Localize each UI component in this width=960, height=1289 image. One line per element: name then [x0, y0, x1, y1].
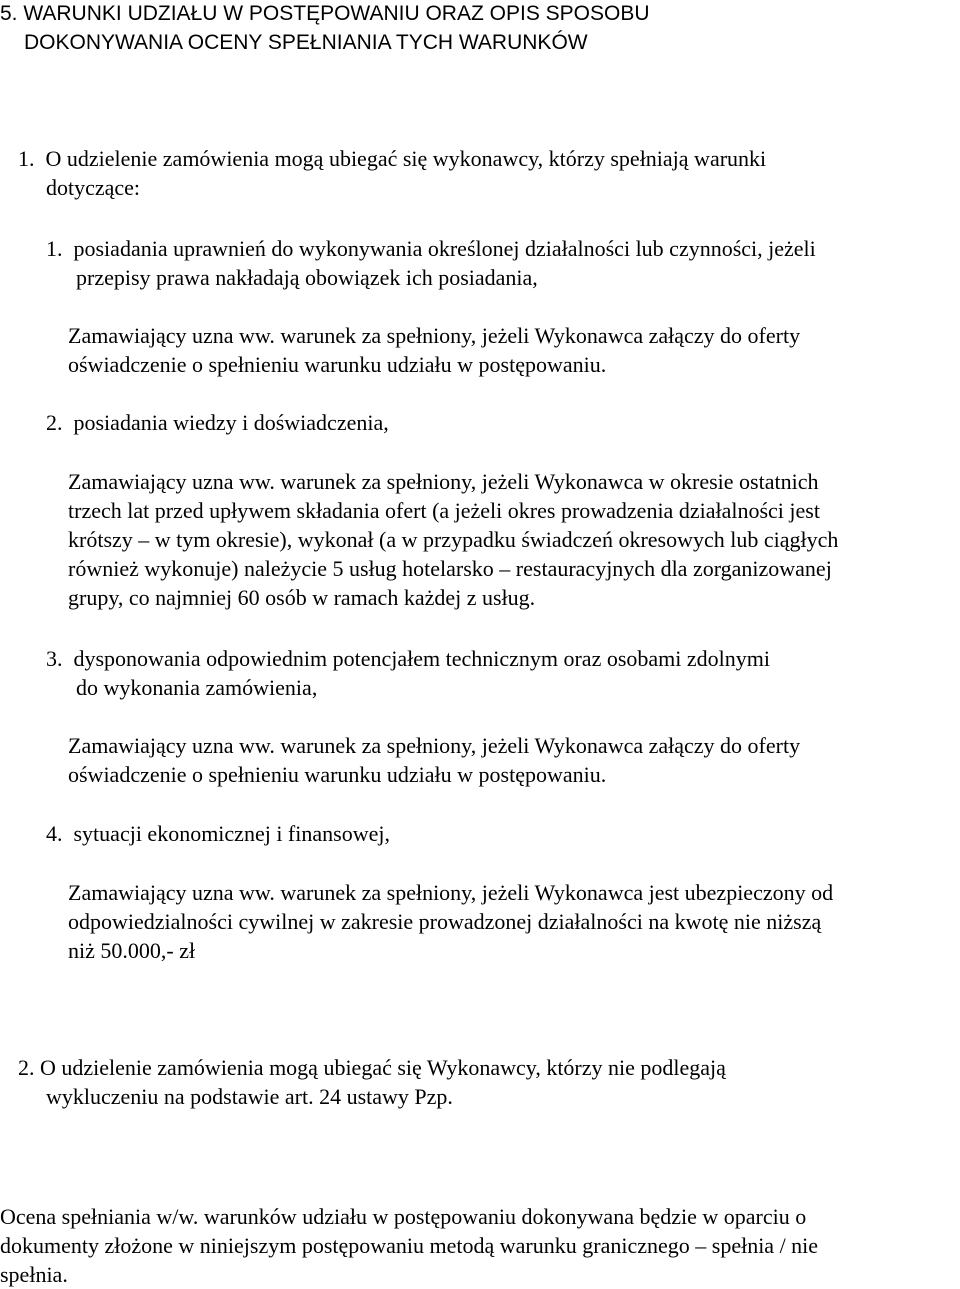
item-4-note-line-2: odpowiedzialności cywilnej w zakresie prowadzonej działalności na kwotę nie niższą	[68, 909, 822, 934]
item-4-note-line-3: niż 50.000,- zł	[68, 938, 196, 963]
item-3-note-line-2: oświadczenie o spełnieniu warunku udziału w postępowaniu.	[68, 762, 607, 787]
item-3-line-2: do wykonania zamówienia,	[76, 675, 318, 700]
item-2-note-line-5: grupy, co najmniej 60 osób w ramach każdej z usług.	[68, 585, 536, 610]
assessment-line-2: dokumenty złożone w niniejszym postępowaniu metodą warunku granicznego – spełnia / nie	[0, 1233, 819, 1258]
section-2-line-2: wykluczeniu na podstawie art. 24 ustawy Pzp.	[46, 1084, 453, 1109]
assessment-line-3: spełnia.	[0, 1262, 68, 1287]
section-1-intro-line-2: dotyczące:	[46, 175, 141, 200]
item-2-note-line-2: trzech lat przed upływem składania ofert (a jeżeli okres prowadzenia działalności jest	[68, 498, 820, 523]
item-1-note-line-1: Zamawiający uzna ww. warunek za spełniony, jeżeli Wykonawca załączy do oferty	[68, 323, 801, 348]
section-1-intro-line-1: 1. O udzielenie zamówienia mogą ubiegać się wykonawcy, którzy spełniają warunki	[18, 146, 767, 171]
item-1-note-line-2: oświadczenie o spełnieniu warunku udziału w postępowaniu.	[68, 352, 607, 377]
item-1-line-2: przepisy prawa nakładają obowiązek ich posiadania,	[76, 265, 538, 290]
item-4-note-line-1: Zamawiający uzna ww. warunek za spełniony, jeżeli Wykonawca jest ubezpieczony od	[68, 880, 834, 905]
item-2-note-line-1: Zamawiający uzna ww. warunek za spełniony, jeżeli Wykonawca w okresie ostatnich	[68, 469, 819, 494]
item-1-line-1: 1. posiadania uprawnień do wykonywania określonej działalności lub czynności, jeżeli	[46, 236, 816, 261]
item-3-line-1: 3. dysponowania odpowiednim potencjałem technicznym oraz osobami zdolnymi	[46, 646, 770, 671]
item-2-note-line-3: krótszy – w tym okresie), wykonał (a w przypadku świadczeń okresowych lub ciągłych	[68, 527, 839, 552]
section-2-line-1: 2. O udzielenie zamówienia mogą ubiegać się Wykonawcy, którzy nie podlegają	[18, 1055, 726, 1080]
item-4-line-1: 4. sytuacji ekonomicznej i finansowej,	[46, 821, 390, 846]
item-3-note-line-1: Zamawiający uzna ww. warunek za spełniony, jeżeli Wykonawca załączy do oferty	[68, 733, 801, 758]
section-heading-line-2: DOKONYWANIA OCENY SPEŁNIANIA TYCH WARUNKÓW	[24, 31, 588, 54]
item-2-note-line-4: również wykonuje) należycie 5 usług hotelarsko – restauracyjnych dla zorganizowanej	[68, 556, 832, 581]
assessment-line-1: Ocena spełniania w/w. warunków udziału w postępowaniu dokonywana będzie w oparciu o	[0, 1204, 807, 1229]
section-heading-line-1: 5. WARUNKI UDZIAŁU W POSTĘPOWANIU ORAZ OPIS SPOSOBU	[0, 2, 650, 25]
item-2-line-1: 2. posiadania wiedzy i doświadczenia,	[46, 410, 389, 435]
